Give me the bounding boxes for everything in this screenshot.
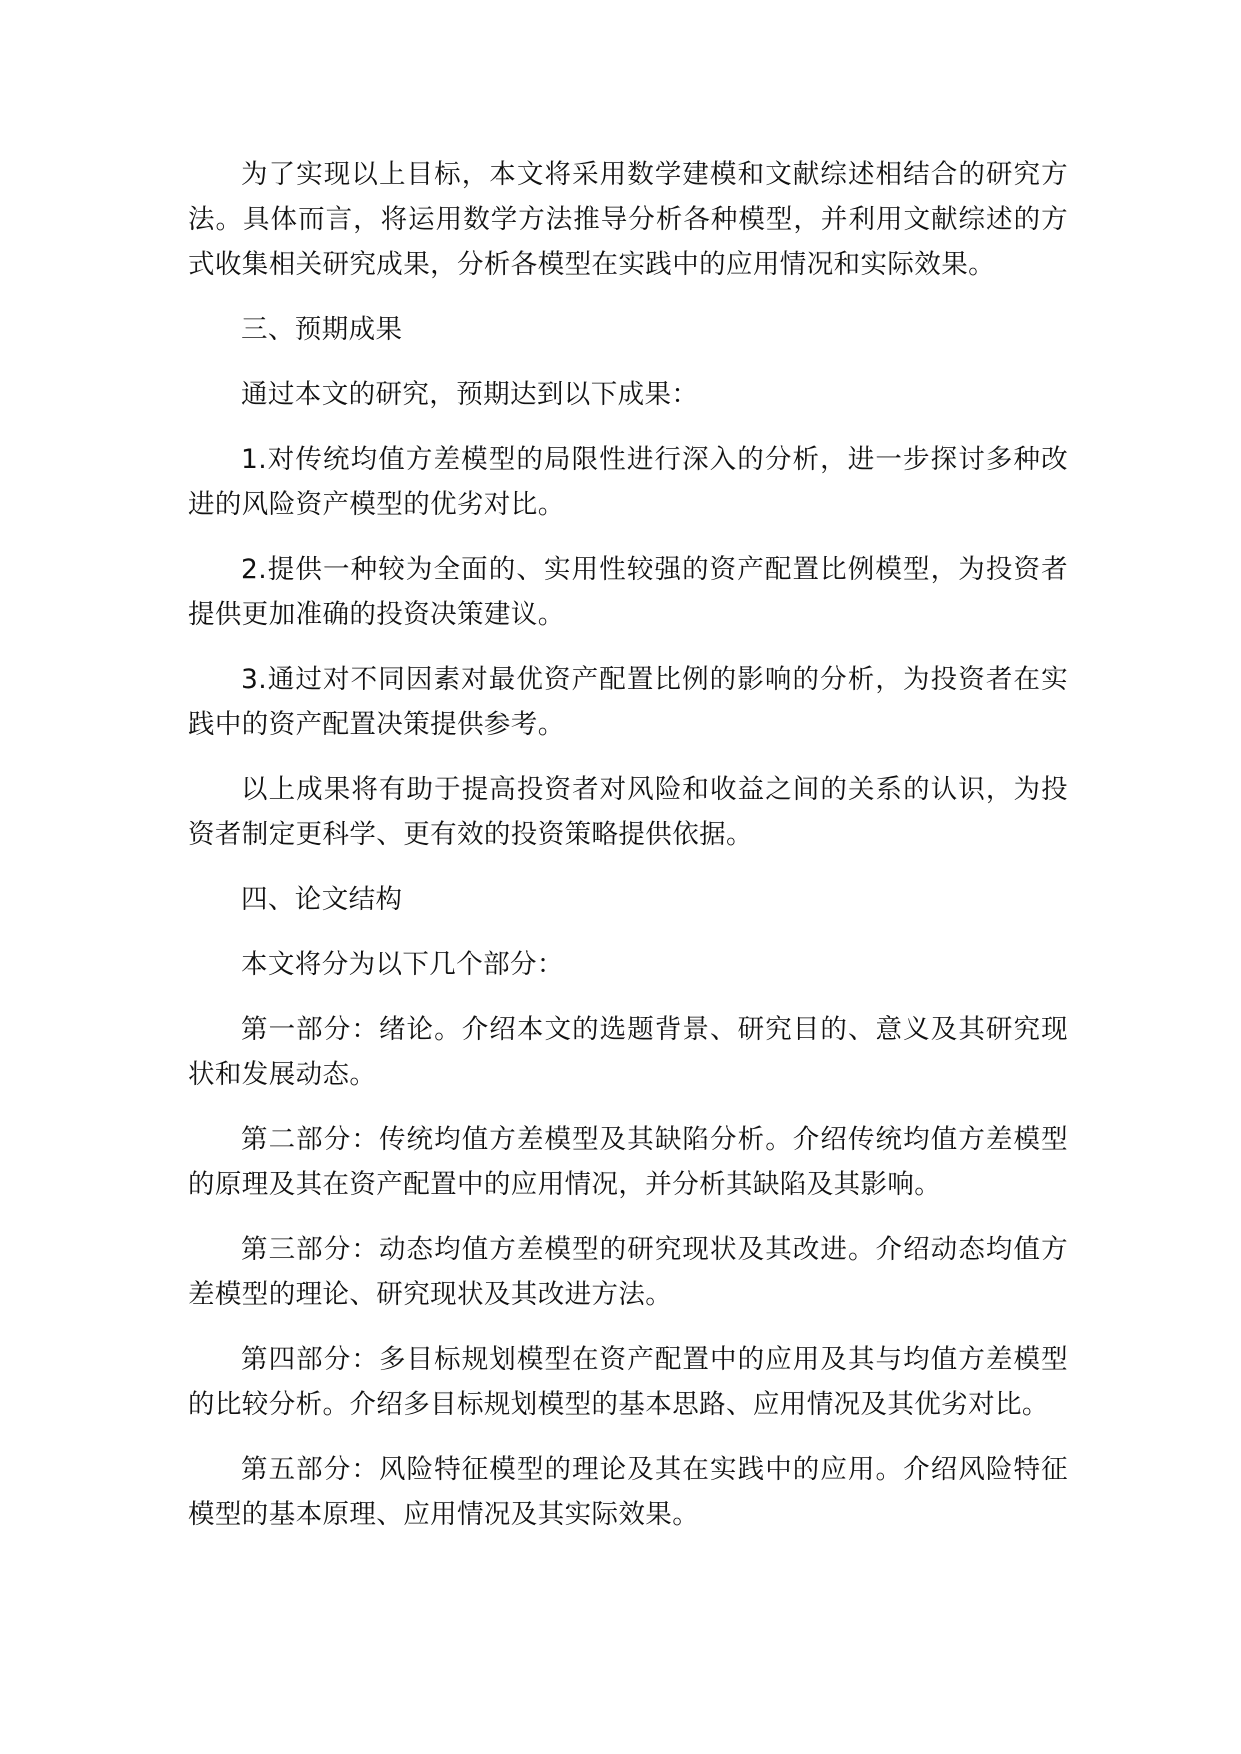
- list-item-result-3: 3.通过对不同因素对最优资产配置比例的影响的分析，为投资者在实践中的资产配置决策提供参考。: [188, 664, 1068, 740]
- paragraph-part-1: 第一部分：绪论。介绍本文的选题背景、研究目的、意义及其研究现状和发展动态。: [188, 1014, 1068, 1090]
- paragraph-method: 为了实现以上目标，本文将采用数学建模和文献综述相结合的研究方法。具体而言，将运用数学方法推导分析各种模型，并利用文献综述的方式收集相关研究成果，分析各模型在实践中的应用情况和实际效果。: [188, 159, 1068, 280]
- paragraph-part-4: 第四部分：多目标规划模型在资产配置中的应用及其与均值方差模型的比较分析。介绍多目标规划模型的基本思路、应用情况及其优劣对比。: [188, 1344, 1068, 1420]
- section-heading-expected-results: 三、预期成果: [241, 314, 403, 345]
- paragraph-part-3: 第三部分：动态均值方差模型的研究现状及其改进。介绍动态均值方差模型的理论、研究现状及其改进方法。: [188, 1234, 1068, 1310]
- paragraph-part-5: 第五部分：风险特征模型的理论及其在实践中的应用。介绍风险特征模型的基本原理、应用情况及其实际效果。: [188, 1454, 1068, 1530]
- document-body: [188, 152, 1068, 1557]
- paragraph-results-intro: 通过本文的研究，预期达到以下成果：: [241, 379, 699, 410]
- section-heading-thesis-structure: 四、论文结构: [241, 884, 403, 915]
- list-item-result-1: 1.对传统均值方差模型的局限性进行深入的分析，进一步探讨多种改进的风险资产模型的优劣对比。: [188, 444, 1068, 520]
- paragraph-structure-intro: 本文将分为以下几个部分：: [241, 949, 564, 980]
- paragraph-results-summary: 以上成果将有助于提高投资者对风险和收益之间的关系的认识，为投资者制定更科学、更有效的投资策略提供依据。: [188, 774, 1068, 850]
- list-item-result-2: 2.提供一种较为全面的、实用性较强的资产配置比例模型，为投资者提供更加准确的投资决策建议。: [188, 554, 1068, 630]
- paragraph-part-2: 第二部分：传统均值方差模型及其缺陷分析。介绍传统均值方差模型的原理及其在资产配置中的应用情况，并分析其缺陷及其影响。: [188, 1124, 1068, 1200]
